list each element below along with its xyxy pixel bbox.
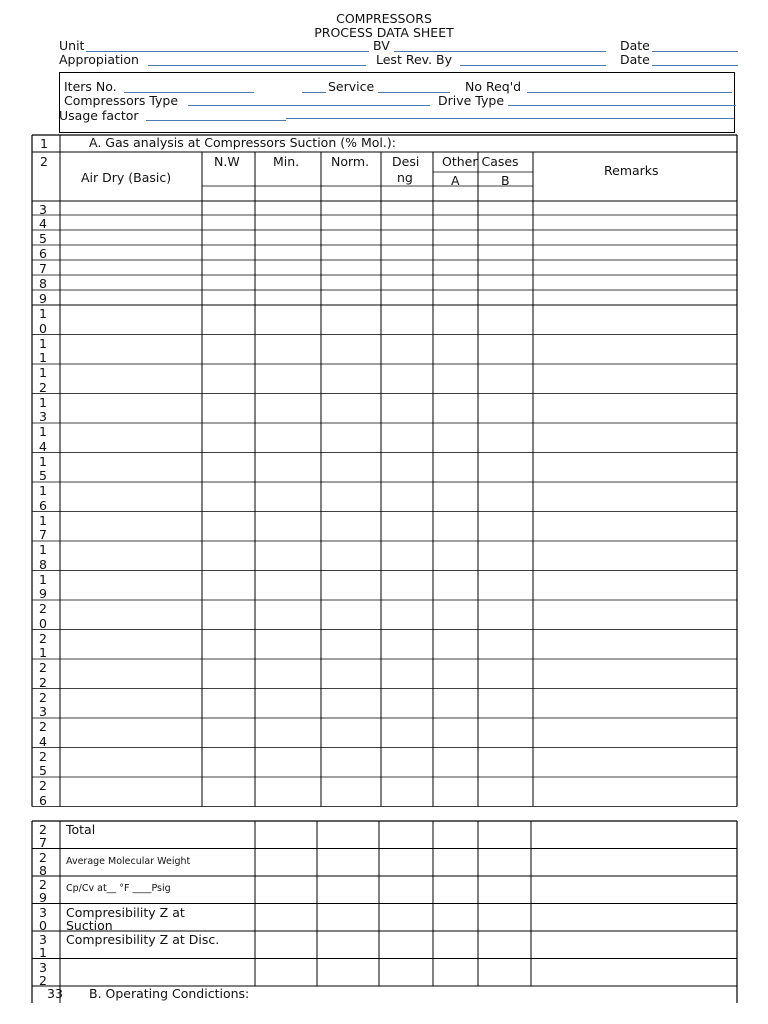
sheet-title: COMPRESSORS (336, 11, 432, 26)
col-header-b: B (501, 173, 510, 188)
section-b-heading: B. Operating Condictions: (89, 986, 250, 1001)
row-number: 1 (40, 136, 48, 151)
sheet-subtitle: PROCESS DATA SHEET (314, 25, 454, 40)
col-header-nw: N.W (214, 154, 240, 169)
row-number: 1 (39, 483, 47, 498)
row-number: 1 (39, 542, 47, 557)
row-number: 2 (39, 601, 47, 616)
row-number: 3 (39, 704, 47, 719)
row-number: 0 (39, 917, 47, 933)
row-number: 5 (39, 763, 47, 778)
row-number: 2 (39, 719, 47, 734)
usage-factor-label: Usage factor (59, 108, 139, 123)
row-number: 6 (39, 792, 47, 808)
bv-label: BV (373, 38, 390, 53)
row-number: 3 (39, 201, 47, 217)
unit-label: Unit (59, 38, 85, 53)
row-number: 6 (39, 497, 47, 513)
row-number: 5 (39, 468, 47, 483)
service-label: Service (328, 79, 375, 94)
row-number: 2 (39, 748, 47, 764)
col-header-desing-2: ng (397, 170, 413, 185)
row-number: 0 (39, 615, 47, 631)
row-number: 1 (39, 350, 47, 365)
row-number: 7 (39, 835, 47, 850)
row-number: 1 (39, 394, 47, 410)
row-number: 8 (39, 556, 47, 572)
row-number: 2 (39, 972, 47, 988)
row-number: 2 (39, 674, 47, 690)
row-number: 2 (39, 689, 47, 705)
col-header-min: Min. (273, 154, 300, 169)
row-label: Compresibility Z at (66, 904, 185, 920)
row-number: 0 (39, 320, 47, 336)
lest-rev-label: Lest Rev. By (376, 52, 452, 67)
row-number: 1 (39, 335, 47, 351)
col-header-norm: Norm. (331, 154, 370, 169)
col-header-other-cases: Other Cases (442, 154, 519, 169)
row-number: 2 (40, 154, 48, 169)
date-label-1: Date (620, 38, 650, 53)
col-header-air-dry: Air Dry (Basic) (81, 170, 172, 185)
row-number: 2 (39, 778, 47, 793)
row-number: 8 (39, 275, 47, 291)
row-number: 1 (39, 453, 47, 469)
row-number: 3 (39, 959, 47, 975)
row-number: 9 (39, 586, 47, 601)
row-number: 1 (39, 512, 47, 528)
row-number: 1 (39, 424, 47, 439)
row-number: 3 (39, 932, 47, 947)
section-a-heading: A. Gas analysis at Compressors Suction (% Mol.): (89, 135, 396, 150)
row-label: Compresibility Z at Disc. (66, 932, 220, 947)
row-number: 4 (39, 733, 47, 749)
row-number: 1 (39, 945, 47, 960)
row-label: Cp/Cv at__ °F ____Psig (66, 883, 171, 894)
row-number: 3 (39, 904, 47, 920)
row-label: Total (66, 822, 96, 837)
row-label: Suction (66, 917, 113, 933)
row-number: 5 (39, 230, 47, 246)
iters-label: Iters No. (64, 79, 117, 94)
row-number: 1 (39, 306, 47, 321)
row-number: 6 (39, 245, 47, 261)
compressors-type-label: Compressors Type (64, 93, 179, 108)
row-number: 9 (39, 290, 47, 306)
row-number: 2 (39, 822, 47, 837)
row-number: 2 (39, 379, 47, 395)
row-number: 9 (39, 890, 47, 905)
row-number: 1 (39, 571, 47, 587)
row-label: Average Molecular Weight (66, 855, 191, 867)
no-reqd-label: No Req'd (465, 79, 522, 94)
col-header-desing: Desi (392, 154, 420, 169)
row-number: 7 (39, 527, 47, 542)
row-number-33: 33 (47, 986, 63, 1001)
row-number: 2 (39, 660, 47, 675)
row-number: 3 (39, 409, 47, 424)
row-number: 8 (39, 862, 47, 878)
row-number: 2 (39, 630, 47, 646)
row-number: 4 (39, 215, 47, 231)
appropiation-label: Appropiation (59, 52, 139, 67)
col-header-a: A (451, 173, 460, 188)
row-number: 2 (39, 849, 47, 865)
row-number: 7 (39, 260, 47, 276)
row-number: 1 (39, 365, 47, 380)
date-label-2: Date (620, 52, 650, 67)
row-number: 4 (39, 438, 47, 454)
row-number: 1 (39, 645, 47, 660)
drive-type-label: Drive Type (438, 93, 505, 108)
row-number: 2 (39, 877, 47, 892)
col-header-remarks: Remarks (604, 163, 659, 178)
